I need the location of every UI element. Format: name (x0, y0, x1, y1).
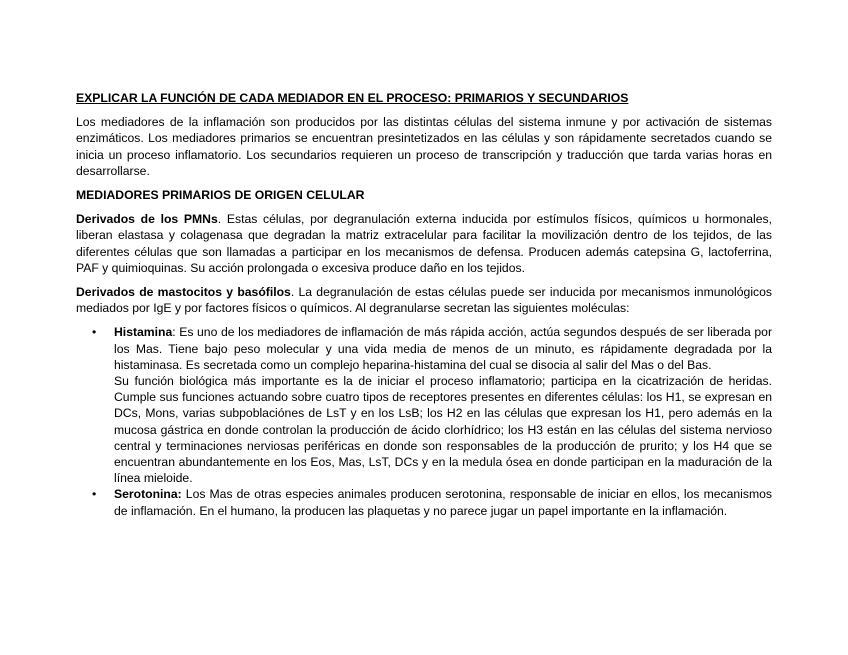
histamina-text-2: Su función biológica más importante es la de iniciar el proceso inflamatorio; participa en la cicatrización de heridas. Cumple sus funciones actuando sobre cuatro tipos de receptores presentes en diferentes células: los H1, se expresan en DCs, Mons, varias subpoblaciónes de LsT y en los LsB; los H2 en las células que expresan los H1, pero además en la mucosa gástrica en donde controlan la producción de ácido clorhídrico; los H3 están en las células del sistema nervioso central y terminaciones nerviosas periféricas en donde son responsables de la producción de prurito; y los H4 que se encuentran abundantemente en los Eos, Mas, LsT, DCs y en la medula ósea en donde participan en la maduración de la línea mieloide. (114, 374, 772, 486)
mast-lead: Derivados de mastocitos y basófilos (76, 285, 291, 300)
intro-paragraph: Los mediadores de la inflamación son producidos por las distintas células del sistema inmune y por activación de sistemas enzimáticos. Los mediadores primarios se encuentran presintetizados en las células y son rápidamente secretados cuando se inicia un proceso inflamatorio. Los secundarios requieren un proceso de transcripción y traducción que tarda varias horas en desarrollarse. (76, 115, 772, 178)
histamina-lead: Histamina (114, 325, 173, 340)
serotonina-text: Los Mas de otras especies animales producen serotonina, responsable de iniciar en ellos, los mecanismos de inflamación. En el humano, la producen las plaquetas y no parece jugar un papel importante en la inflamación. (114, 487, 772, 518)
serotonina-lead: Serotonina: (114, 487, 182, 502)
section-heading: MEDIADORES PRIMARIOS DE ORIGEN CELULAR (76, 188, 365, 203)
list-item-serotonina (92, 486, 772, 518)
mast-text: . La degranulación de estas células puede ser inducida por mecanismos inmunológicos mediados por IgE y por factores físicos o químicos. Al degranularse secretan las siguientes moléculas: (76, 285, 772, 316)
bullet-icon: • (92, 487, 97, 502)
bullet-icon: • (92, 325, 97, 340)
mast-paragraph (76, 284, 772, 316)
pmn-text: . Estas células, por degranulación externa inducida por estímulos físicos, químicos u hormonales, liberan elastasa y colagenasa que degradan la matriz extracelular para facilitar la movilización dentro de los tejidos, de las diferentes células que son llamadas a participar en los mecanismos de defensa. Producen además catepsina G, lactoferrina, PAF y quimioquinas. Su acción prolongada o excesiva produce daño en los tejidos. (76, 212, 772, 275)
pmn-paragraph (76, 211, 772, 276)
mediator-list (76, 324, 772, 518)
histamina-line-1 (114, 324, 772, 373)
pmn-lead: Derivados de los PMNs (76, 212, 218, 227)
histamina-text: : Es uno de los mediadores de inflamación de más rápida acción, actúa segundos después de ser liberada por los Mas. Tiene bajo peso molecular y una vida media de menos de un minuto, es rápidamente degradada por la histaminasa. Es secretada como un complejo heparina-histamina del cual se disocia al salir del Mas o del Bas. (114, 325, 772, 372)
page-title: EXPLICAR LA FUNCIÓN DE CADA MEDIADOR EN EL PROCESO: PRIMARIOS Y SECUNDARIOS (76, 91, 629, 105)
list-item-histamina (92, 324, 772, 486)
